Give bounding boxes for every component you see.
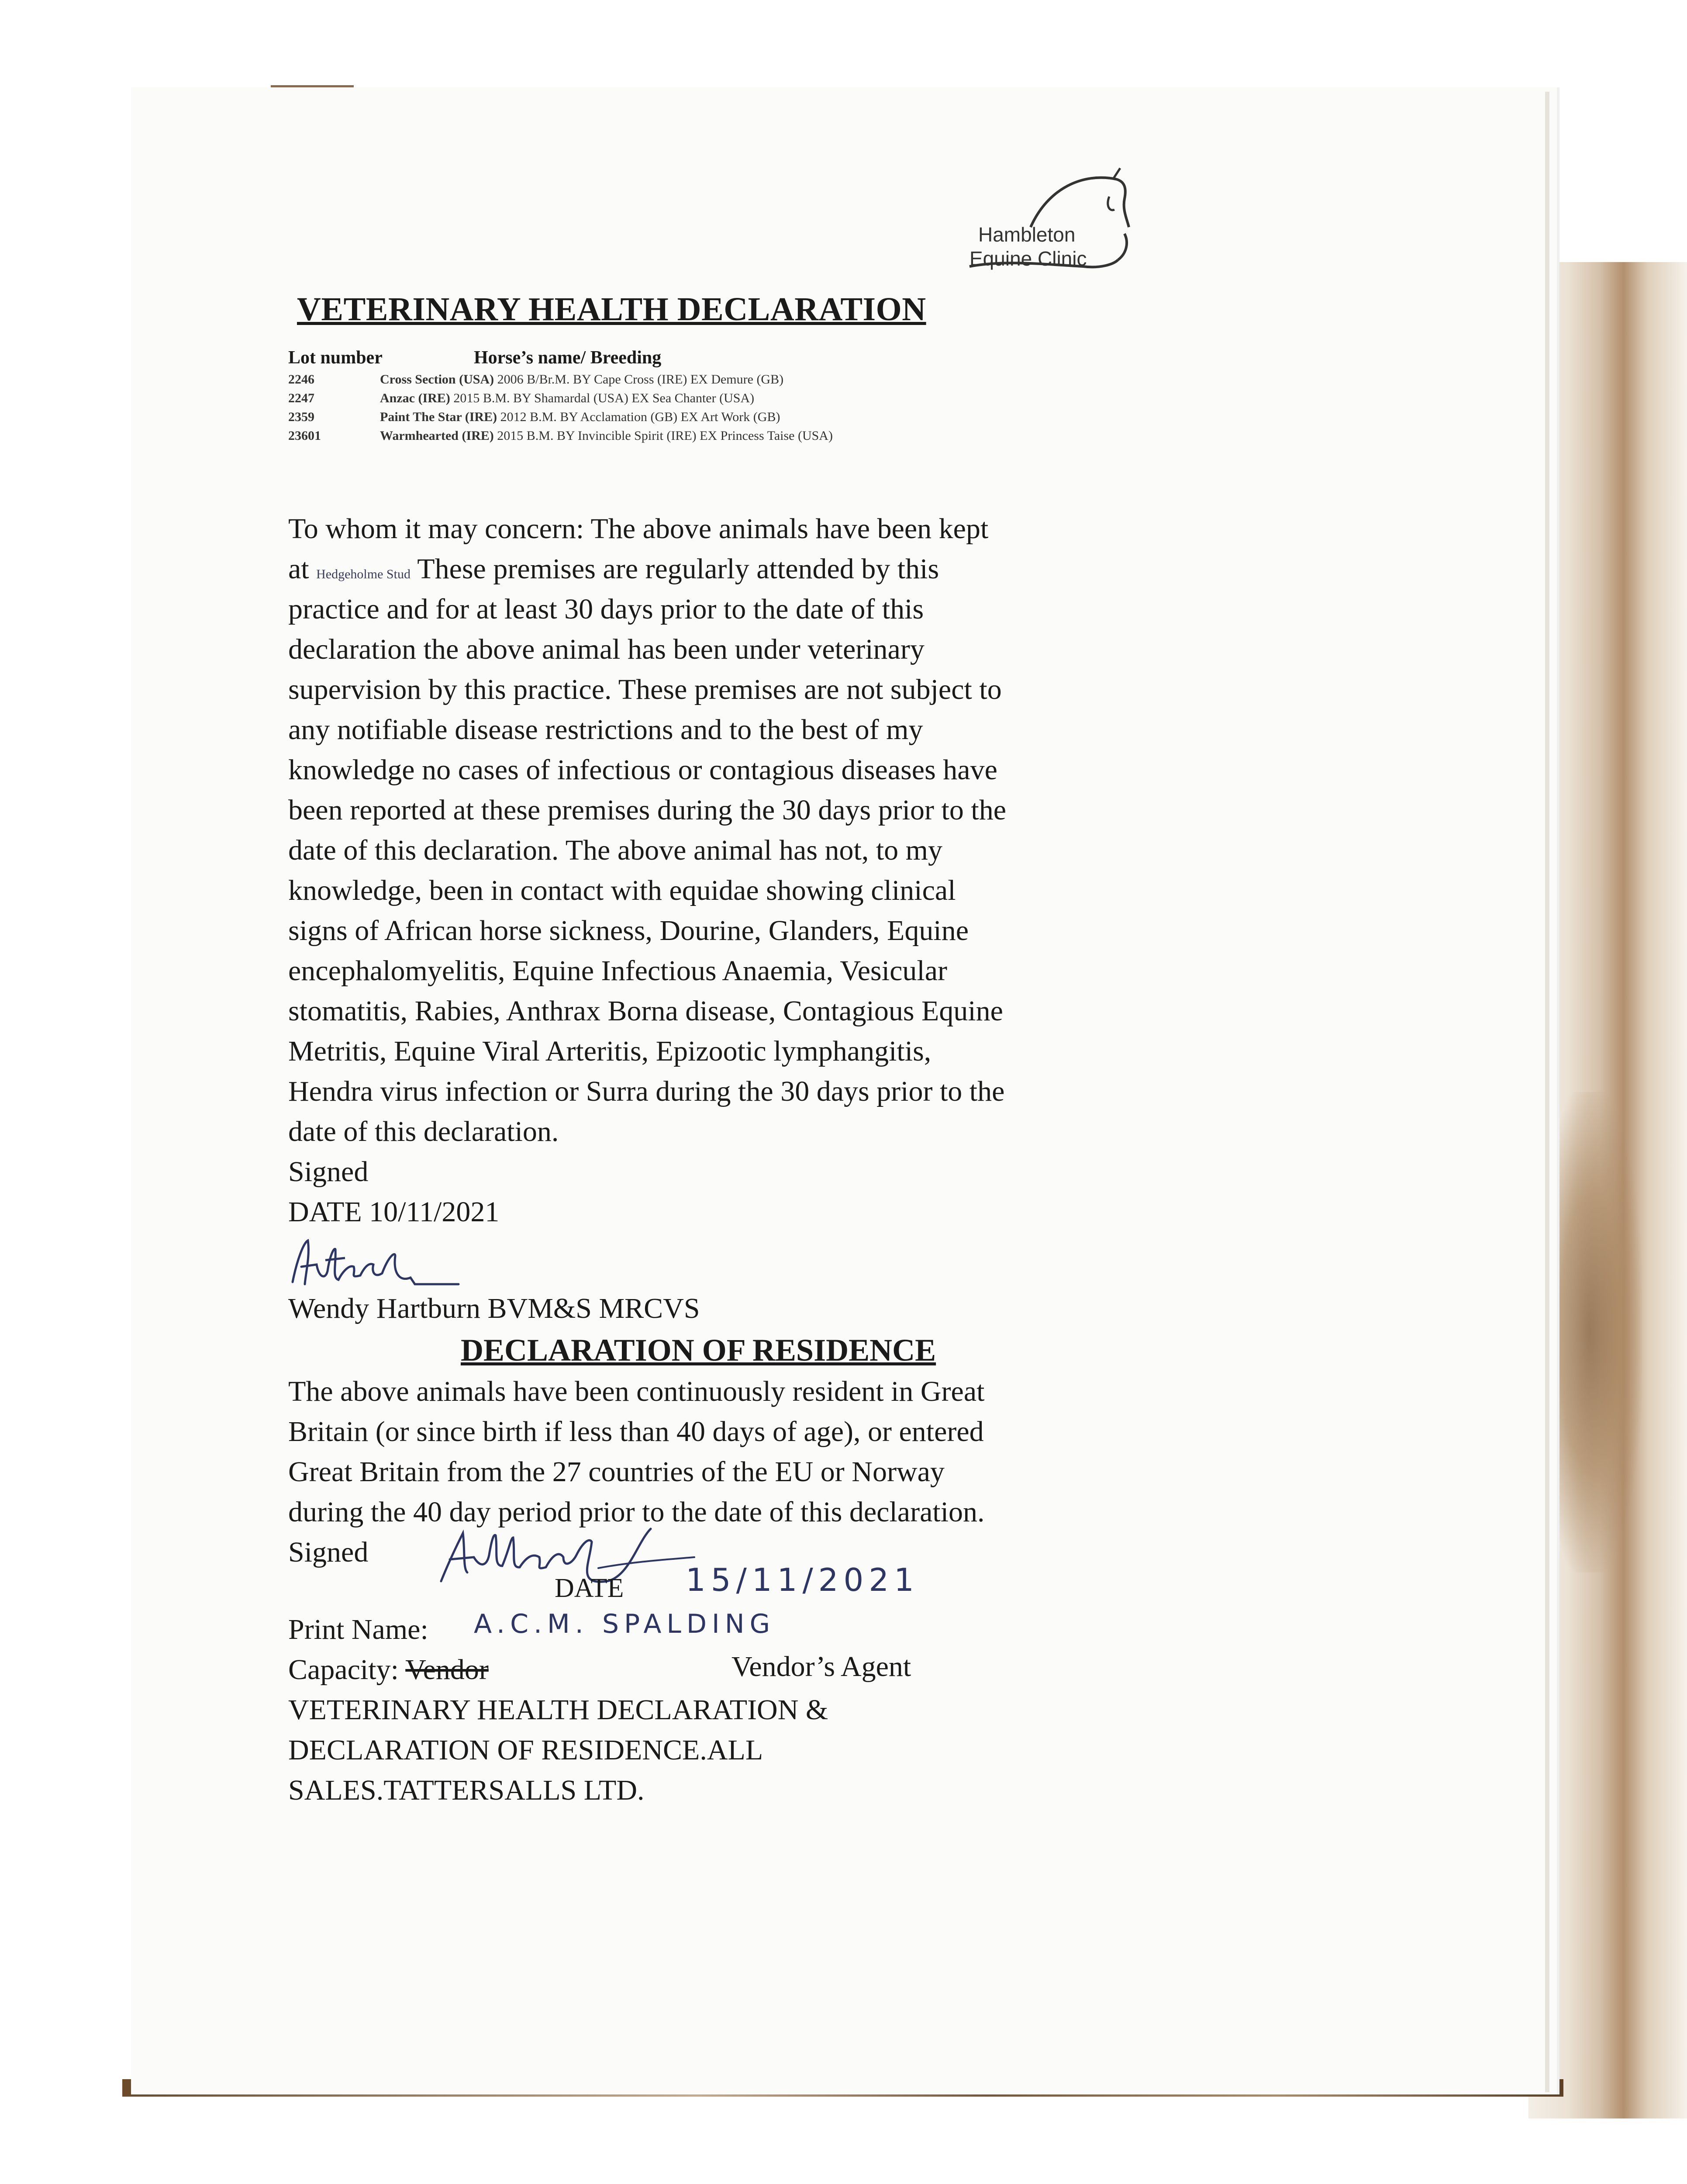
body-text: These premises are regularly attended by this xyxy=(417,553,939,585)
body-line: date of this declaration. The above animal has not, to my xyxy=(288,834,943,866)
page-edge xyxy=(1545,92,1549,2092)
horse-breeding: 2015 B.M. BY Invincible Spirit (IRE) EX Princess Taise (USA) xyxy=(497,429,833,443)
residence-date-label: DATE xyxy=(555,1573,624,1603)
horse-name: Warmhearted (IRE) xyxy=(380,429,494,443)
body-line: stomatitis, Rabies, Anthrax Borna disease, Contagious Equine xyxy=(288,995,1003,1027)
lot-number: 2359 xyxy=(288,410,314,424)
clinic-logo xyxy=(952,157,1153,301)
vet-name: Wendy Hartburn BVM&S MRCVS xyxy=(288,1292,700,1324)
horse-breeding: 2012 B.M. BY Acclamation (GB) EX Art Work (GB) xyxy=(500,410,780,424)
horse-entry xyxy=(380,429,833,443)
lot-number: 2247 xyxy=(288,391,314,405)
body-line: been reported at these premises during the 30 days prior to the xyxy=(288,794,1007,826)
body-line: supervision by this practice. These premises are not subject to xyxy=(288,674,1002,705)
horse-breeding: 2006 B/Br.M. BY Cape Cross (IRE) EX Demure (GB) xyxy=(497,372,784,387)
body-line: Hendra virus infection or Surra during the 30 days prior to the xyxy=(288,1075,1005,1107)
capacity-value: Vendor’s Agent xyxy=(731,1651,911,1683)
body-line: To whom it may concern: The above animals have been kept xyxy=(288,513,989,545)
body-line: practice and for at least 30 days prior to the date of this xyxy=(288,593,924,625)
body-line: knowledge, been in contact with equidae showing clinical xyxy=(288,874,956,906)
residence-title: DECLARATION OF RESIDENCE xyxy=(461,1333,936,1368)
horse-name-header: Horse’s name/ Breeding xyxy=(474,348,662,368)
footer-line: VETERINARY HEALTH DECLARATION & xyxy=(288,1694,828,1726)
scan-background-stain xyxy=(1555,1092,1642,1572)
body-line: signs of African horse sickness, Dourine, Glanders, Equine xyxy=(288,915,969,947)
lot-number: 23601 xyxy=(288,429,321,443)
logo-text-line2: Equine Clinic xyxy=(969,247,1087,270)
logo-text-line1: Hambleton xyxy=(978,223,1076,246)
horse-name: Paint The Star (IRE) xyxy=(380,410,497,424)
signed-label: Signed xyxy=(288,1156,369,1188)
lot-number-header: Lot number xyxy=(288,348,383,368)
horse-entry xyxy=(380,372,783,387)
residence-line: Great Britain from the 27 countries of the EU or Norway xyxy=(288,1456,945,1488)
body-line: any notifiable disease restrictions and to the best of my xyxy=(288,714,923,746)
footer-line: SALES.TATTERSALLS LTD. xyxy=(288,1774,645,1806)
body-line xyxy=(288,549,939,594)
print-name-value: A.C.M. SPALDING xyxy=(474,1609,776,1639)
lot-number: 2246 xyxy=(288,372,314,387)
residence-line: Britain (or since birth if less than 40 days of age), or entered xyxy=(288,1416,984,1448)
horse-entry xyxy=(380,410,780,425)
horse-entry xyxy=(380,391,754,406)
body-line: encephalomyelitis, Equine Infectious Anaemia, Vesicular xyxy=(288,955,947,987)
capacity-label: Capacity: xyxy=(288,1654,399,1686)
residence-signed-label: Signed xyxy=(288,1536,369,1568)
horse-name: Anzac (IRE) xyxy=(380,391,450,405)
body-line: date of this declaration. xyxy=(288,1116,559,1147)
body-line: knowledge no cases of infectious or contagious diseases have xyxy=(288,754,997,786)
page-title: VETERINARY HEALTH DECLARATION xyxy=(297,291,926,328)
body-line: Metritis, Equine Viral Arteritis, Epizootic lymphangitis, xyxy=(288,1035,931,1067)
residence-line: during the 40 day period prior to the date of this declaration. xyxy=(288,1496,985,1528)
declaration-date: DATE 10/11/2021 xyxy=(288,1196,500,1228)
body-text: at xyxy=(288,553,309,585)
premises-name: Hedgeholme Stud xyxy=(316,567,411,581)
residence-date-value: 15/11/2021 xyxy=(686,1562,919,1598)
footer-line: DECLARATION OF RESIDENCE.ALL xyxy=(288,1734,763,1766)
horse-name: Cross Section (USA) xyxy=(380,372,494,387)
print-name-label: Print Name: xyxy=(288,1614,428,1645)
capacity-struck: Vendor xyxy=(405,1654,489,1686)
horse-breeding: 2015 B.M. BY Shamardal (USA) EX Sea Chanter (USA) xyxy=(453,391,755,405)
body-line: declaration the above animal has been under veterinary xyxy=(288,633,925,665)
residence-line: The above animals have been continuously resident in Great xyxy=(288,1375,985,1407)
vet-signature xyxy=(284,1230,485,1295)
capacity-row xyxy=(288,1650,489,1690)
